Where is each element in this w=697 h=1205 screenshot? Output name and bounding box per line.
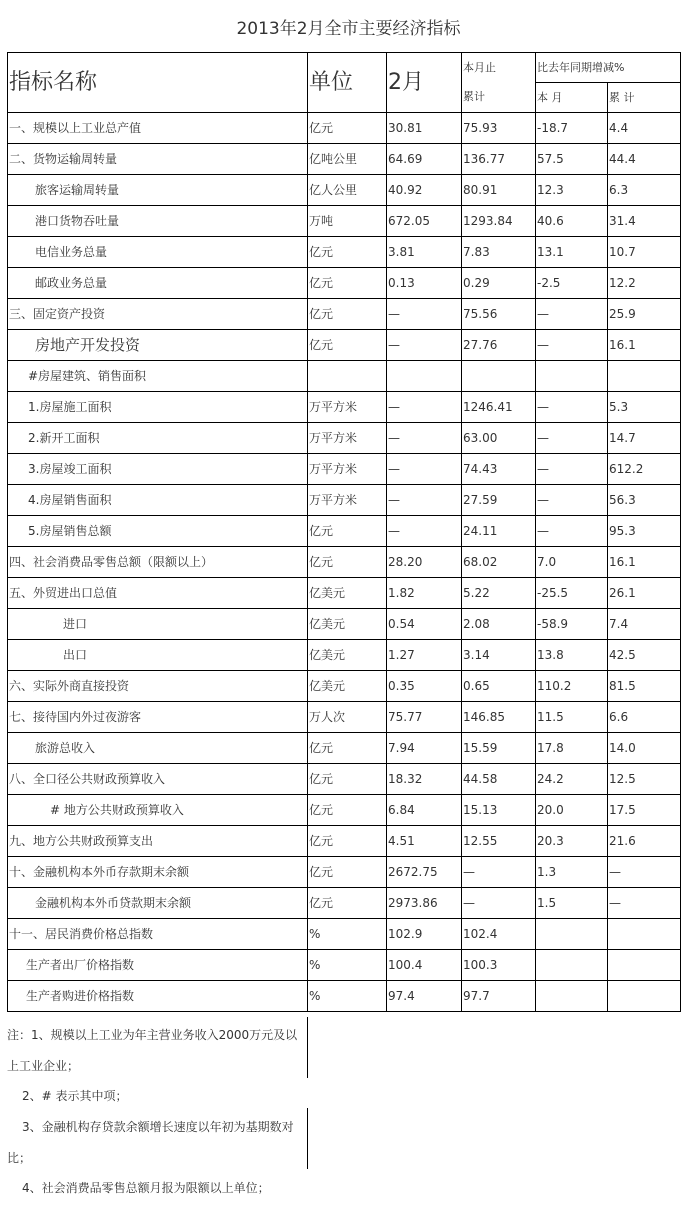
month-value-cell: —	[387, 330, 462, 361]
table-row	[8, 826, 681, 857]
table-row	[8, 671, 681, 702]
unit-cell	[308, 361, 387, 392]
yoy-month-cell: 20.3	[536, 826, 608, 857]
table-row	[8, 175, 681, 206]
month-value-cell: —	[387, 454, 462, 485]
unit-cell: 亿元	[308, 299, 387, 330]
note-line: 上工业企业；	[7, 1059, 80, 1073]
month-value-cell: 2973.86	[387, 888, 462, 919]
ytd-value-cell: 5.22	[462, 578, 536, 609]
table-row	[8, 268, 681, 299]
yoy-ytd-cell: 14.0	[608, 733, 681, 764]
month-value-cell: 7.94	[387, 733, 462, 764]
yoy-month-cell: 110.2	[536, 671, 608, 702]
unit-cell: 亿元	[308, 888, 387, 919]
table-row	[8, 113, 681, 144]
note-divider	[307, 1108, 308, 1169]
ytd-value-cell: 75.93	[462, 113, 536, 144]
unit-cell: 亿元	[308, 795, 387, 826]
ytd-value-cell: 80.91	[462, 175, 536, 206]
table-row	[8, 361, 681, 392]
ytd-value-cell: 0.29	[462, 268, 536, 299]
header-indicator-name: 指标名称	[8, 53, 308, 113]
unit-cell: 亿元	[308, 268, 387, 299]
indicator-name-cell: # 地方公共财政预算收入	[8, 795, 308, 826]
table-row	[8, 950, 681, 981]
month-value-cell: —	[387, 299, 462, 330]
indicator-name-cell: 一、规模以上工业总产值	[8, 113, 308, 144]
ytd-value-cell	[462, 361, 536, 392]
yoy-month-cell	[536, 950, 608, 981]
month-value-cell: 672.05	[387, 206, 462, 237]
table-row	[8, 516, 681, 547]
indicator-name-cell: 港口货物吞吐量	[8, 206, 308, 237]
yoy-ytd-cell: 16.1	[608, 547, 681, 578]
note-line: 4、社会消费品零售总额月报为限额以上单位；	[22, 1181, 270, 1195]
unit-cell: 亿吨公里	[308, 144, 387, 175]
month-value-cell: 64.69	[387, 144, 462, 175]
unit-cell: 亿元	[308, 113, 387, 144]
indicator-name-cell: 出口	[8, 640, 308, 671]
month-value-cell: 3.81	[387, 237, 462, 268]
yoy-ytd-cell: 10.7	[608, 237, 681, 268]
month-value-cell: 0.35	[387, 671, 462, 702]
yoy-ytd-cell: 4.4	[608, 113, 681, 144]
yoy-ytd-cell: 12.5	[608, 764, 681, 795]
table-row	[8, 454, 681, 485]
month-value-cell: 6.84	[387, 795, 462, 826]
indicator-name-cell: 四、社会消费品零售总额（限额以上）	[8, 547, 308, 578]
table-row	[8, 981, 681, 1012]
yoy-ytd-cell: 31.4	[608, 206, 681, 237]
indicator-name-cell: 生产者出厂价格指数	[8, 950, 308, 981]
yoy-month-cell: -2.5	[536, 268, 608, 299]
ytd-value-cell: —	[462, 888, 536, 919]
month-value-cell: 0.13	[387, 268, 462, 299]
indicator-name-cell: 金融机构本外币贷款期末余额	[8, 888, 308, 919]
indicator-name-cell: 1.房屋施工面积	[8, 392, 308, 423]
ytd-value-cell: 146.85	[462, 702, 536, 733]
table-row	[8, 299, 681, 330]
indicator-table	[7, 52, 681, 1012]
month-value-cell: 100.4	[387, 950, 462, 981]
unit-cell: 万吨	[308, 206, 387, 237]
month-value-cell: 1.82	[387, 578, 462, 609]
yoy-month-cell: 24.2	[536, 764, 608, 795]
ytd-value-cell: 74.43	[462, 454, 536, 485]
yoy-month-cell: 40.6	[536, 206, 608, 237]
yoy-month-cell: 1.3	[536, 857, 608, 888]
table-row	[8, 547, 681, 578]
table-row	[8, 144, 681, 175]
yoy-month-cell: —	[536, 423, 608, 454]
yoy-month-cell: 7.0	[536, 547, 608, 578]
yoy-ytd-cell: —	[608, 888, 681, 919]
indicator-name-cell: 五、外贸进出口总值	[8, 578, 308, 609]
table-row	[8, 423, 681, 454]
yoy-month-cell	[536, 361, 608, 392]
yoy-month-cell	[536, 981, 608, 1012]
month-value-cell: 30.81	[387, 113, 462, 144]
unit-cell: %	[308, 981, 387, 1012]
unit-cell: 万平方米	[308, 485, 387, 516]
unit-cell: 万人次	[308, 702, 387, 733]
indicator-name-cell: 旅游总收入	[8, 733, 308, 764]
unit-cell: 亿元	[308, 857, 387, 888]
note-line: 3、金融机构存贷款余额增长速度以年初为基期数对	[22, 1120, 294, 1134]
indicator-name-cell: 十一、居民消费价格总指数	[8, 919, 308, 950]
yoy-month-cell: —	[536, 330, 608, 361]
indicator-name-cell: 生产者购进价格指数	[8, 981, 308, 1012]
yoy-ytd-cell	[608, 950, 681, 981]
indicator-name-cell: 八、全口径公共财政预算收入	[8, 764, 308, 795]
unit-cell: 万平方米	[308, 454, 387, 485]
header-ytd-bottom: 累计	[462, 83, 536, 113]
indicator-name-cell: 三、固定资产投资	[8, 299, 308, 330]
ytd-value-cell: 12.55	[462, 826, 536, 857]
ytd-value-cell: 15.13	[462, 795, 536, 826]
table-row	[8, 485, 681, 516]
unit-cell: 亿元	[308, 826, 387, 857]
indicator-name-cell: 2.新开工面积	[8, 423, 308, 454]
yoy-month-cell: 17.8	[536, 733, 608, 764]
yoy-ytd-cell: 6.6	[608, 702, 681, 733]
ytd-value-cell: 63.00	[462, 423, 536, 454]
indicator-name-cell: 3.房屋竣工面积	[8, 454, 308, 485]
month-value-cell: —	[387, 392, 462, 423]
ytd-value-cell: 44.58	[462, 764, 536, 795]
ytd-value-cell: —	[462, 857, 536, 888]
table-row	[8, 640, 681, 671]
yoy-ytd-cell: 612.2	[608, 454, 681, 485]
month-value-cell: —	[387, 423, 462, 454]
yoy-month-cell: 13.1	[536, 237, 608, 268]
yoy-month-cell: -25.5	[536, 578, 608, 609]
unit-cell: 亿元	[308, 516, 387, 547]
unit-cell: 亿人公里	[308, 175, 387, 206]
month-value-cell: 18.32	[387, 764, 462, 795]
month-value-cell: 97.4	[387, 981, 462, 1012]
indicator-name-cell: 邮政业务总量	[8, 268, 308, 299]
yoy-ytd-cell: —	[608, 857, 681, 888]
header-unit: 单位	[308, 53, 387, 113]
page-title: 2013年2月全市主要经济指标	[236, 19, 461, 39]
unit-cell: 亿元	[308, 764, 387, 795]
header-month: 2月	[387, 53, 462, 113]
header-yoy: 比去年同期增减%	[536, 53, 681, 83]
month-value-cell: 75.77	[387, 702, 462, 733]
yoy-ytd-cell: 16.1	[608, 330, 681, 361]
month-value-cell: 102.9	[387, 919, 462, 950]
yoy-ytd-cell: 21.6	[608, 826, 681, 857]
month-value-cell: 2672.75	[387, 857, 462, 888]
yoy-month-cell: —	[536, 516, 608, 547]
yoy-month-cell: 20.0	[536, 795, 608, 826]
indicator-name-cell: 房地产开发投资	[8, 330, 308, 361]
table-row	[8, 206, 681, 237]
indicator-name-cell: 九、地方公共财政预算支出	[8, 826, 308, 857]
ytd-value-cell: 68.02	[462, 547, 536, 578]
note-divider	[307, 1017, 308, 1078]
yoy-ytd-cell: 12.2	[608, 268, 681, 299]
yoy-ytd-cell: 14.7	[608, 423, 681, 454]
indicator-name-cell: 六、实际外商直接投资	[8, 671, 308, 702]
ytd-value-cell: 15.59	[462, 733, 536, 764]
yoy-month-cell: 13.8	[536, 640, 608, 671]
yoy-ytd-cell	[608, 361, 681, 392]
table-row	[8, 392, 681, 423]
yoy-month-cell: -58.9	[536, 609, 608, 640]
indicator-name-cell: 旅客运输周转量	[8, 175, 308, 206]
table-row	[8, 733, 681, 764]
indicator-name-cell: 十、金融机构本外币存款期末余额	[8, 857, 308, 888]
ytd-value-cell: 0.65	[462, 671, 536, 702]
ytd-value-cell: 27.76	[462, 330, 536, 361]
month-value-cell: 40.92	[387, 175, 462, 206]
yoy-month-cell: —	[536, 485, 608, 516]
unit-cell: %	[308, 950, 387, 981]
unit-cell: 亿美元	[308, 578, 387, 609]
month-value-cell: 28.20	[387, 547, 462, 578]
yoy-ytd-cell	[608, 981, 681, 1012]
ytd-value-cell: 136.77	[462, 144, 536, 175]
month-value-cell: 1.27	[387, 640, 462, 671]
yoy-ytd-cell: 81.5	[608, 671, 681, 702]
yoy-month-cell: 11.5	[536, 702, 608, 733]
unit-cell: 亿美元	[308, 640, 387, 671]
ytd-value-cell: 3.14	[462, 640, 536, 671]
unit-cell: 万平方米	[308, 423, 387, 454]
indicator-name-cell: 电信业务总量	[8, 237, 308, 268]
yoy-ytd-cell	[608, 919, 681, 950]
unit-cell: 亿元	[308, 547, 387, 578]
yoy-ytd-cell: 42.5	[608, 640, 681, 671]
note-line: 2、# 表示其中项；	[22, 1089, 128, 1103]
table-row	[8, 857, 681, 888]
table-row	[8, 764, 681, 795]
unit-cell: 亿美元	[308, 609, 387, 640]
table-row	[8, 330, 681, 361]
month-value-cell: 0.54	[387, 609, 462, 640]
ytd-value-cell: 97.7	[462, 981, 536, 1012]
yoy-ytd-cell: 56.3	[608, 485, 681, 516]
ytd-value-cell: 1293.84	[462, 206, 536, 237]
month-value-cell: —	[387, 485, 462, 516]
ytd-value-cell: 2.08	[462, 609, 536, 640]
table-header-row	[8, 53, 681, 83]
header-ytd-top: 本月止	[462, 53, 536, 83]
table-row	[8, 919, 681, 950]
yoy-ytd-cell: 7.4	[608, 609, 681, 640]
yoy-month-cell: -18.7	[536, 113, 608, 144]
ytd-value-cell: 102.4	[462, 919, 536, 950]
yoy-ytd-cell: 6.3	[608, 175, 681, 206]
yoy-ytd-cell: 95.3	[608, 516, 681, 547]
month-value-cell	[387, 361, 462, 392]
indicator-name-cell: 七、接待国内外过夜游客	[8, 702, 308, 733]
unit-cell: 万平方米	[308, 392, 387, 423]
table-row	[8, 702, 681, 733]
table-row	[8, 237, 681, 268]
table-row	[8, 795, 681, 826]
table-row	[8, 578, 681, 609]
month-value-cell: —	[387, 516, 462, 547]
note-line: 比；	[7, 1151, 32, 1165]
header-yoy-month: 本 月	[536, 83, 608, 113]
ytd-value-cell: 100.3	[462, 950, 536, 981]
unit-cell: 亿美元	[308, 671, 387, 702]
yoy-month-cell: 1.5	[536, 888, 608, 919]
header-yoy-ytd: 累 计	[608, 83, 681, 113]
yoy-month-cell: —	[536, 392, 608, 423]
table-row	[8, 888, 681, 919]
unit-cell: %	[308, 919, 387, 950]
yoy-month-cell: —	[536, 454, 608, 485]
indicator-name-cell: 4.房屋销售面积	[8, 485, 308, 516]
indicator-name-cell: 进口	[8, 609, 308, 640]
ytd-value-cell: 7.83	[462, 237, 536, 268]
indicator-name-cell: 5.房屋销售总额	[8, 516, 308, 547]
month-value-cell: 4.51	[387, 826, 462, 857]
unit-cell: 亿元	[308, 330, 387, 361]
yoy-month-cell: 57.5	[536, 144, 608, 175]
ytd-value-cell: 75.56	[462, 299, 536, 330]
yoy-month-cell: 12.3	[536, 175, 608, 206]
ytd-value-cell: 27.59	[462, 485, 536, 516]
ytd-value-cell: 1246.41	[462, 392, 536, 423]
yoy-ytd-cell: 25.9	[608, 299, 681, 330]
table-row	[8, 609, 681, 640]
ytd-value-cell: 24.11	[462, 516, 536, 547]
unit-cell: 亿元	[308, 237, 387, 268]
yoy-ytd-cell: 5.3	[608, 392, 681, 423]
indicator-name-cell: 二、货物运输周转量	[8, 144, 308, 175]
indicator-name-cell: #房屋建筑、销售面积	[8, 361, 308, 392]
note-line: 注：1、规模以上工业为年主营业务收入2000万元及以	[7, 1028, 298, 1042]
yoy-ytd-cell: 44.4	[608, 144, 681, 175]
yoy-ytd-cell: 26.1	[608, 578, 681, 609]
yoy-ytd-cell: 17.5	[608, 795, 681, 826]
unit-cell: 亿元	[308, 733, 387, 764]
yoy-month-cell	[536, 919, 608, 950]
yoy-month-cell: —	[536, 299, 608, 330]
